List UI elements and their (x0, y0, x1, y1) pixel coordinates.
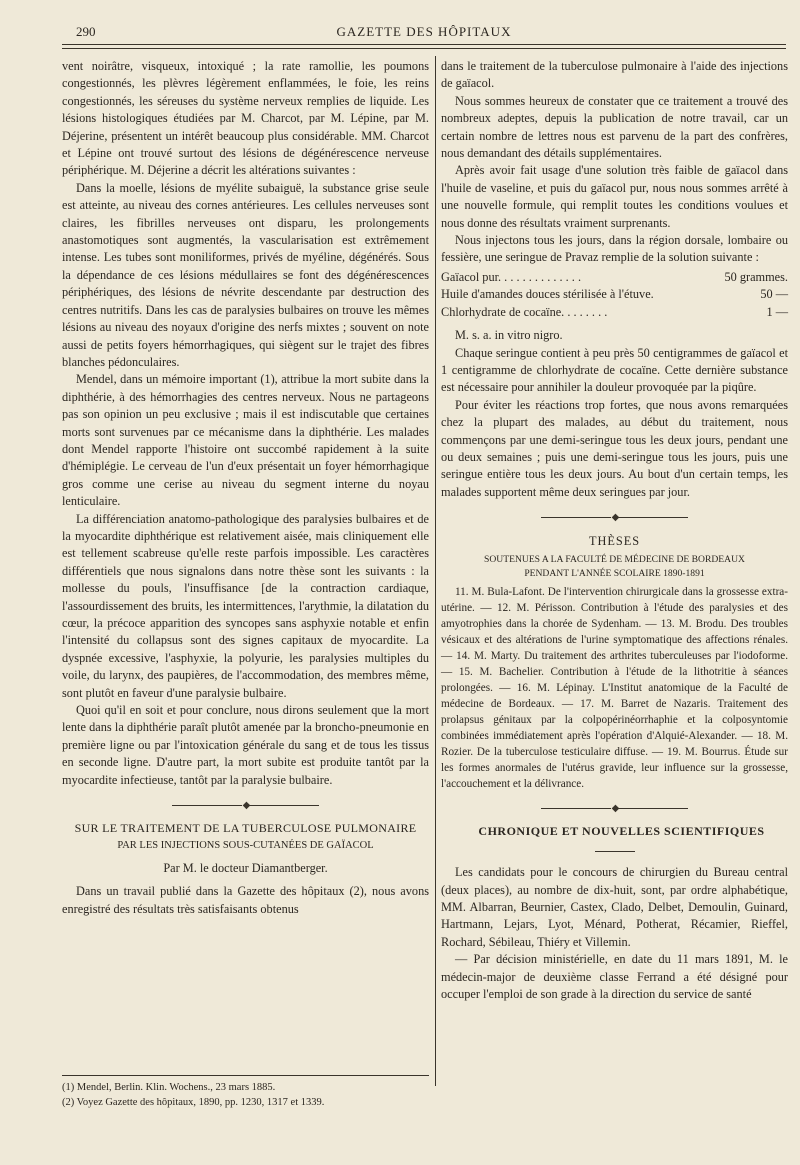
paragraph: Pour éviter les réactions trop fortes, que nous avons remarquées chez la plupart des malades, au début du traitement, nous commençons par une demi-seringue tous les deux jours, pendant une ou deux semaines ; puis une demi-seringue tous les jours, puis une seringue entière tous les deux jours. Au bout d'un certain temps, les malades supportent même deux seringues par jour. (441, 397, 788, 499)
left-column (62, 58, 429, 918)
paragraph: Nous sommes heureux de constater que ce traitement a trouvé des nombreux adeptes, depuis la publication de notre travail, car un certain nombre de lettres nous est parvenu de la part des confrères, nous demandant des détails supplémentaires. (441, 93, 788, 161)
recipe-amount: 50 grammes. (724, 269, 788, 284)
article-title: SUR LE TRAITEMENT DE LA TUBERCULOSE PULMONAIRE (74, 821, 417, 836)
recipe-item: Huile d'amandes douces stérilisée à l'étuve. (441, 287, 654, 302)
theses-subtitle: PENDANT L'ANNÉE SCOLAIRE 1890-1891 (524, 567, 705, 579)
paragraph: vent noirâtre, visqueux, intoxiqué ; la rate ramollie, les poumons congestionnés, les plèvres légèrement enflammées, le foie, les reins congestionnés, les séreuses du système nerveux remplies de liquide. Les lésions histologiques étudiées par M. Charcot, par M. Lépine, par M. Déjerine, présentent un intérêt beaucoup plus considérable. MM. Charcot et Lépine ont trouvé surtout des lésions de dégénérescence nerveuse périphérique. M. Déjerine a décrit les altérations suivantes : (62, 59, 429, 178)
footnotes (62, 1075, 429, 1110)
section-separator: ◆ (441, 800, 788, 817)
footnote: (1) Mendel, Berlin. Klin. Wochens., 23 mars 1885. (62, 1082, 276, 1093)
paragraph: M. s. a. in vitro nigro. (455, 328, 563, 343)
theses-subtitle: SOUTENUES A LA FACULTÉ DE MÉDECINE DE BORDEAUX (484, 553, 745, 565)
column-divider (435, 56, 436, 1086)
recipe-row (441, 286, 788, 303)
theses-title: THÈSES (588, 533, 641, 548)
recipe-item: Gaïacol pur. . . . . . . . . . . . . . (441, 269, 582, 284)
recipe-amount: 1 — (766, 304, 788, 319)
recipe-item: Chlorhydrate de cocaïne. . . . . . . . (441, 304, 608, 319)
recipe (441, 269, 788, 321)
paragraph: Les candidats pour le concours de chirurgien du Bureau central (deux places), au nombre de dix-huit, sont, par ordre alphabétique, MM. Albarran, Beurnier, Castex, Clado, Delbet, Demoulin, Guinard, Hartmann, Lejars, Lyot, Ménard, Potherat, Récamier, Rieffel, Rochard, Sébileau, Thiéry et Villemin. (441, 865, 788, 949)
paragraph: Dans la moelle, lésions de myélite subaiguë, la substance grise seule est atteinte, au niveau des cornes antérieures. Les cellules nerveuses sont claires, les fibrilles nerveuses ont disparu, les prolongements anastomotiques sont augmentés, la vascularisation est extrêmement intense. Les tubes sont moniliformes, privés de myéline, dégénérés. Sous la dépendance de ces lésions médullaires se font des dégénérescences périphériques, des lésions de névrite descendante par destruction des centres nutritifs. Dans les cas de paralysies bulbaires on trouve les mêmes lésions au niveau des noyaux d'origine des nerfs mixtes ; souvent on note aussi de petits foyers hémorrhagiques, qui siègent sur le trajet des fibres blanches pédonculaires. (62, 180, 429, 369)
article-author: Par M. le docteur Diamantberger. (163, 860, 328, 875)
page-number: 290 (76, 24, 96, 39)
recipe-row (441, 304, 788, 321)
section-separator: ◆ (441, 509, 788, 526)
title-underline (441, 843, 788, 860)
article-subtitle: PAR LES INJECTIONS SOUS-CUTANÉES DE GAÏACOL (117, 839, 374, 851)
paragraph: dans le traitement de la tuberculose pulmonaire à l'aide des injections de gaïacol. (441, 59, 788, 91)
theses-list: 11. M. Bula-Lafont. De l'intervention chirurgicale dans la grossesse extra-utérine. — 12. M. Périsson. Contribution à l'étude des paralysies et des amyotrophies dans la chorée de Sydenham. — 13. M. Brodu. Des troubles vésicaux et des altérations de l'urine symptomatique des affections rénales. — 14. M. Marty. Du traitement des arthrites tuberculeuses par l'iodoforme. — 15. M. Bachelier. Contribution à l'étude de la lithotritie à séances prolongées. — 16. M. Lépinay. L'Institut anatomique de la Faculté de médecine de Bordeaux. — 17. M. Barret de Nazaris. Traitement des prolapsus génitaux par la colpopérinéorrhaphie et la colposyntomie combinées immédiatement après l'opération d'Alquié-Alexander. — 18. M. Rozier. De la tuberculose testiculaire diffuse. — 19. M. Bourrus. Étude sur les formes anormales de l'utérus gravide, leur influence sur la grossesse, l'accouchement et la délivrance. (441, 585, 788, 790)
journal-title: GAZETTE DES HÔPITAUX (336, 24, 512, 39)
paragraph: — Par décision ministérielle, en date du 11 mars 1891, M. le médecin-major de deuxième classe Ferrand a été désigné pour occuper l'emploi de son grade à la direction du service de santé (441, 952, 788, 1002)
chronique-title: CHRONIQUE ET NOUVELLES SCIENTIFIQUES (478, 824, 765, 839)
paragraph: Mendel, dans un mémoire important (1), attribue la mort subite dans la diphthérie, à des hémorrhagies des centres nerveux. Nous ne partageons pas son opinion un peu exclusive ; mais il est indiscutable que certaines morts sont survenues par ce mécanisme dans la diphthérie. Les malades dont Mendel rapporte l'histoire ont succombé rapidement à la suite d'hémiplégie. Le cerveau de l'un d'eux présentait un foyer hémorrhagique gros comme une cerise au niveau du segment interne du noyau lenticulaire. (62, 372, 429, 509)
paragraph: Nous injectons tous les jours, dans la région dorsale, lombaire ou fessière, une seringue de Pravaz remplie de la solution suivante : (441, 233, 788, 265)
recipe-amount: 50 — (760, 287, 788, 302)
footnote-rule (62, 1075, 429, 1076)
header-rule-thin (62, 48, 786, 49)
paragraph: La différenciation anatomo-pathologique des paralysies bulbaires et de la myocardite diphthérique est relativement aisée, mais cliniquement elle est tellement scabreuse qu'elle reste parfois impossible. Les caractères différentiels que nous signalons dans notre thèse sont les suivants : la mollesse du pouls, l'insuffisance [de la contraction cardiaque, l'assourdissement des bruits, les intermittences, l'arythmie, la dilatation du cœur, la précoce apparition des syncopes sans asphyxie notable et enfin l'intensité du collapsus sont des signes capitaux de myocardite. La dyspnée excessive, l'asphyxie, la polyurie, les paralysies multiples du voile, du larynx, des paupières, de l'accommodation, des membres même, sont plutôt en faveur d'une paralysie bulbaire. (62, 511, 429, 700)
paragraph: Chaque seringue contient à peu près 50 centigrammes de gaïacol et 1 centigramme de chlorhydrate de cocaïne. Cette dernière substance est nécessaire pour annihiler la douleur provoquée par la piqûre. (441, 345, 788, 395)
paragraph: Après avoir fait usage d'une solution très faible de gaïacol dans l'huile de vaseline, et puis du gaïacol pur, nous nous sommes arrêté à une nouvelle formule, qui remplit toutes les conditions voulues et nous donne des résultats vraiment surprenants. (441, 163, 788, 230)
right-column (441, 58, 788, 1003)
header-rule (62, 44, 786, 45)
page-header (62, 22, 786, 44)
footnote: (2) Voyez Gazette des hôpitaux, 1890, pp. 1230, 1317 et 1339. (62, 1097, 325, 1108)
paragraph: Dans un travail publié dans la Gazette des hôpitaux (2), nous avons enregistré des résultats très satisfaisants obtenus (62, 884, 429, 916)
recipe-row (441, 269, 788, 286)
paragraph: Quoi qu'il en soit et pour conclure, nous dirons seulement que la mort lente dans la diphthérie paraît plutôt amenée par la broncho-pneumonie en première ligne ou par l'intoxication générale du sang et de tous les tissus en seconde ligne. D'autre part, la mort subite est produite tantôt par la myocardite infectieuse, tantôt par la paralysie bulbaire. (62, 703, 429, 787)
section-separator: ◆ (62, 797, 429, 814)
